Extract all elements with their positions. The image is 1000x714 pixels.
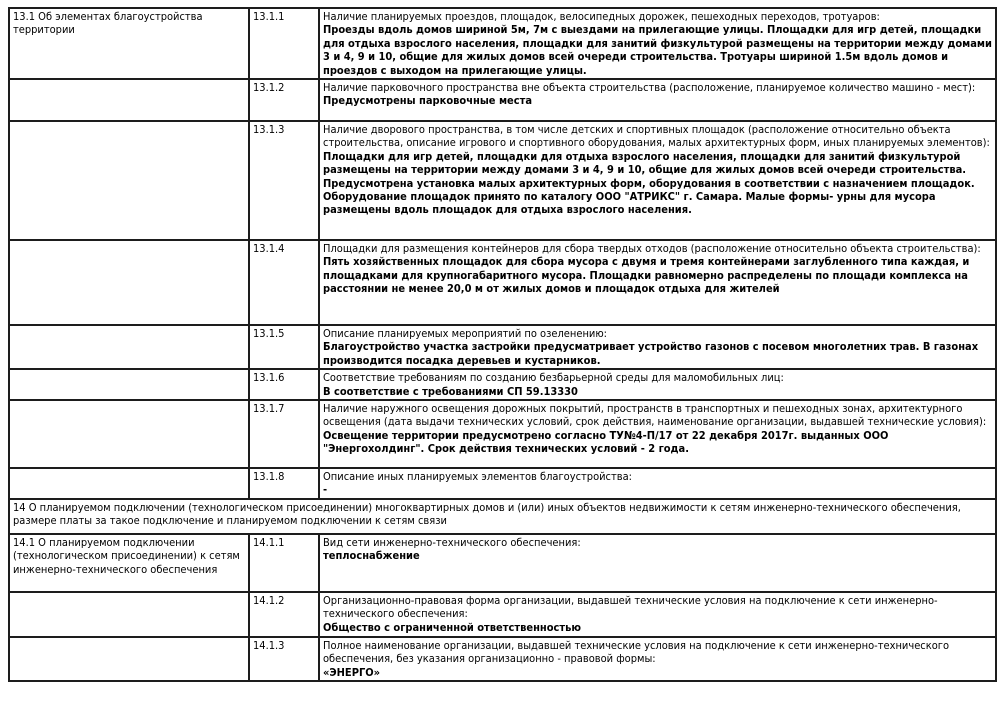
table-row (9, 369, 996, 400)
question-text: Наличие дворового пространства, в том числе детских и спортивных площадок (расположение относительно объекта строительства, описание игрового и спортивного оборудования, малых архитектурных форм, иных планируемых элементов): (323, 123, 990, 150)
content-cell (319, 369, 996, 400)
item-number: 13.1.1 (249, 8, 319, 79)
answer-text: Предусмотрены парковочные места (323, 94, 533, 108)
answer-text: Общество с ограниченной ответственностью (323, 620, 582, 634)
answer-text: - (323, 483, 328, 497)
item-number: 13.1.4 (249, 240, 319, 325)
item-number: 13.1.6 (249, 369, 319, 400)
answer-text: Площадки для игр детей, площадки для отдыха взрослого населения, площадки для занитий физкультурой размещены на территории между домами 3 и 4, 9 и 10, общие для жилых домов всей очереди строительства. Предусмотрена установка малых архитектурных форм, оборудования в соответствии с назначением площадок. Оборудование площадок принято по каталогу ООО "АТРИКС" г. Самара. Малые формы- урны для мусора размещены вдоль площадок для отдыха взрослого населения. (323, 149, 975, 217)
content-cell (319, 325, 996, 369)
item-number: 13.1.2 (249, 79, 319, 121)
table-row (9, 592, 996, 637)
item-number: 13.1.7 (249, 400, 319, 468)
item-number: 14.1.1 (249, 534, 319, 592)
section-label (9, 369, 249, 400)
section-label (9, 468, 249, 499)
project-declaration-table (8, 7, 997, 682)
item-number: 13.1.5 (249, 325, 319, 369)
question-text: Организационно-правовая форма организации, выдавшей технические условия на подключение к сети инженерно-технического обеспечения: (323, 593, 938, 621)
answer-text: В соответствие с требованиями СП 59.13330 (323, 384, 578, 398)
table-row (9, 534, 996, 592)
table-row (9, 400, 996, 468)
question-text: Наличие планируемых проездов, площадок, велосипедных дорожек, пешеходных переходов, тротуаров: (323, 10, 880, 23)
answer-text: Пять хозяйственных площадок для сбора мусора с двумя и тремя контейнерами заглубленного типа каждая, и площадками для крупногабаритного мусора. Площадки равномерно распределены по площади комплекса на расстоянии не менее 20,0 м от жилых домов и площадок отдыха для жителей (323, 255, 970, 296)
content-cell (319, 468, 996, 499)
question-text: Вид сети инженерно-технического обеспечения: (323, 535, 581, 549)
table-row (9, 240, 996, 325)
answer-text: «ЭНЕРГО» (323, 665, 381, 679)
content-cell (319, 400, 996, 468)
question-text: Описание иных планируемых элементов благоустройства: (323, 470, 632, 484)
content-cell (319, 240, 996, 325)
answer-text: Проезды вдоль домов шириной 5м, 7м с выездами на прилегающие улицы. Площадки для игр детей, площадки для отдыха взрослого населения, площадки для занитий физкультурой размещены на территории между домами 3 и 4, 9 и 10, общие для жилых домов всей очереди строительства. Тротуары шириной 1.5м вдоль домов и проездов с выходом на прилегающие улицы. (323, 23, 992, 77)
question-text: Описание планируемых мероприятий по озеленению: (323, 327, 608, 341)
answer-text: Освещение территории предусмотрено согласно ТУ№4-П/17 от 22 декабря 2017г. выданных ООО "Энергохолдинг". Срок действия технических условий - 2 года. (323, 428, 889, 456)
section-label (9, 637, 249, 681)
section-label (9, 400, 249, 468)
question-text: Соответствие требованиям по созданию безбарьерной среды для маломобильных лиц: (323, 371, 784, 385)
answer-text: Благоустройство участка застройки предусматривает устройство газонов с посевом многолетних трав. В газонах производится посадка деревьев и кустарников. (323, 340, 979, 367)
table-row (9, 8, 996, 79)
content-cell (319, 79, 996, 121)
table-row (9, 325, 996, 369)
section-14-header: 14 О планируемом подключении (технологическом присоединении) многоквартирных домов и (или) иных объектов недвижимости к сетям инженерно-технического обеспечения, размере платы за такое подключение и планируемом подключении к сетям связи (9, 499, 996, 534)
table-row (9, 637, 996, 681)
content-cell (319, 121, 996, 240)
question-text: Наличие парковочного пространства вне объекта строительства (расположение, планируемое количество машино - мест): (323, 81, 976, 95)
content-cell (319, 637, 996, 681)
question-text: Наличие наружного освещения дорожных покрытий, пространств в транспортных и пешеходных зонах, архитектурного освещения (дата выдачи технических условий, срок действия, наименование организации, выдавшей технические условия): (323, 402, 987, 429)
content-cell (319, 8, 996, 79)
question-text: Полное наименование организации, выдавшей технические условия на подключение к сети инженерно-технического обеспечения, без указания организационно - правовой формы: (323, 638, 950, 666)
section-label: 14.1 О планируемом подключении (технологическом присоединении) к сетям инженерно-технического обеспечения (9, 534, 249, 592)
section-header-row (9, 499, 996, 534)
section-label (9, 240, 249, 325)
section-label (9, 121, 249, 240)
content-cell (319, 592, 996, 637)
table-row (9, 79, 996, 121)
item-number: 14.1.3 (249, 637, 319, 681)
table-row (9, 468, 996, 499)
content-cell (319, 534, 996, 592)
item-number: 14.1.2 (249, 592, 319, 637)
item-number: 13.1.3 (249, 121, 319, 240)
question-text: Площадки для размещения контейнеров для сбора твердых отходов (расположение относительно объекта строительства): (323, 242, 981, 256)
item-number: 13.1.8 (249, 468, 319, 499)
table-row (9, 121, 996, 240)
section-label (9, 325, 249, 369)
answer-text: теплоснабжение (323, 549, 420, 563)
section-label (9, 79, 249, 121)
section-label (9, 592, 249, 637)
section-label: 13.1 Об элементах благоустройства территории (9, 8, 249, 79)
